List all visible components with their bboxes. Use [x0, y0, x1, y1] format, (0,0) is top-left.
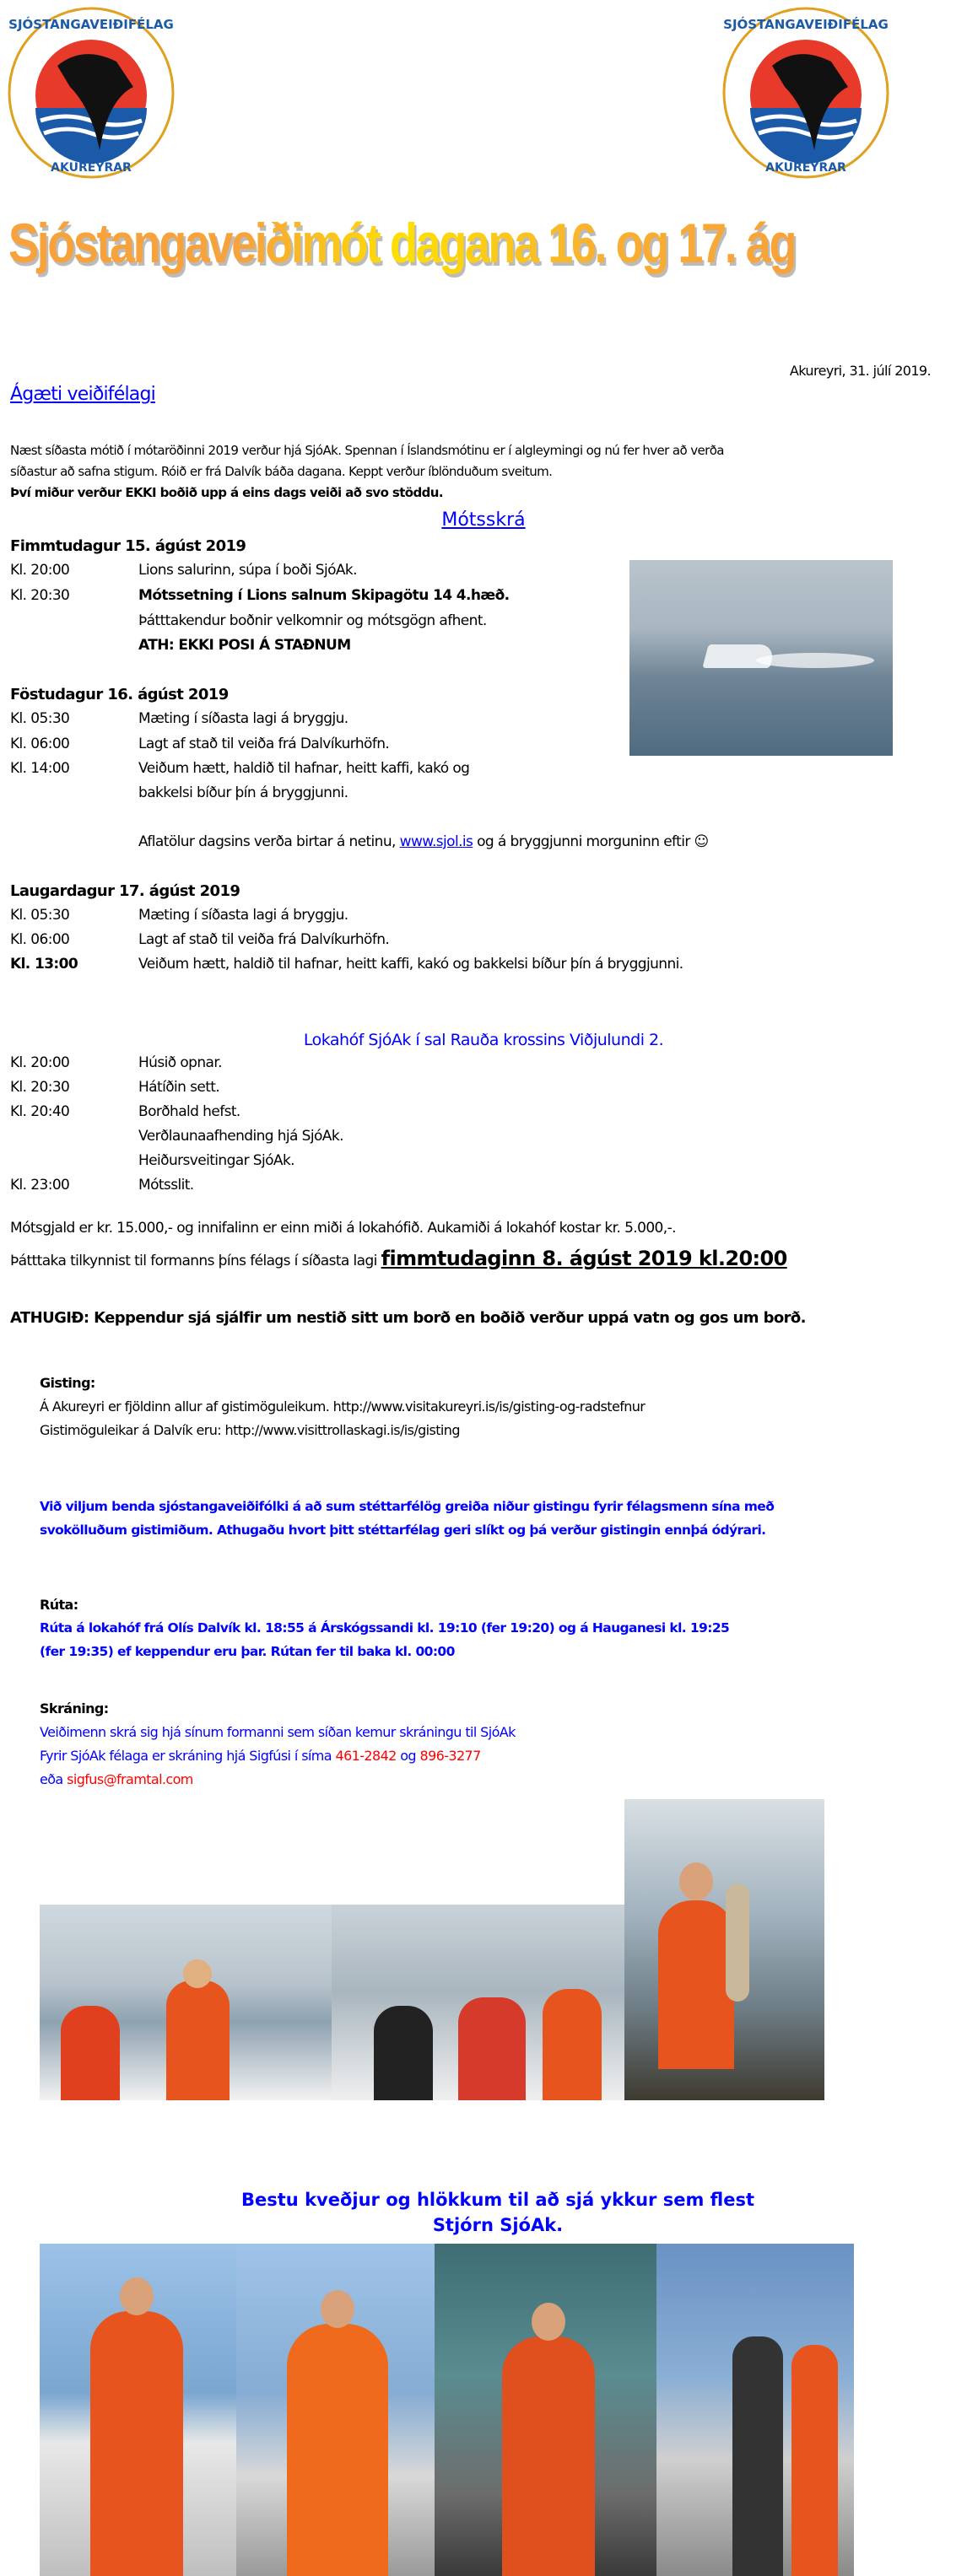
event: Borðhald hefst.: [138, 1103, 240, 1120]
event: Heiðursveitingar SjóAk.: [138, 1152, 294, 1169]
fishing-photo-3: [624, 1799, 824, 2100]
fishing-photo-4: [40, 2244, 236, 2576]
notice: ATHUGIÐ: Keppendur sjá sjálfir um nestið sitt um borð en boðið verður uppá vatn og gos um borð.: [10, 1309, 806, 1327]
lodging-line-2: Gistimöguleikar á Dalvík eru: http://www.visittrollaskagi.is/is/gisting: [40, 1422, 460, 1438]
time: Kl. 23:00: [10, 1177, 70, 1194]
time: Kl. 20:00: [10, 562, 70, 579]
day-heading-friday: Föstudagur 16. ágúst 2019: [10, 686, 229, 703]
time: Kl. 05:30: [10, 907, 70, 924]
event: Mæting í síðasta lagi á bryggju.: [138, 710, 348, 727]
event: Verðlaunaafhending hjá SjóAk.: [138, 1128, 343, 1145]
fishing-photo-6: [435, 2244, 656, 2576]
club-logo-left: [7, 7, 176, 180]
registration-line-1: Veiðimenn skrá sig hjá sínum formanni sem síðan kemur skráningu til SjóAk: [40, 1724, 516, 1740]
deadline-date: fimmtudaginn 8. ágúst 2019 kl.20:00: [381, 1247, 787, 1270]
event: Þátttakendur boðnir velkomnir og mótsgögn afhent.: [138, 612, 487, 629]
event: Lions salurinn, súpa í boði SjóAk.: [138, 562, 357, 579]
time: Kl. 14:00: [10, 760, 70, 777]
time: Kl. 06:00: [10, 736, 70, 752]
results-prefix: Aflatölur dagsins verða birtar á netinu,: [138, 833, 396, 850]
closing-signature: Stjórn SjóAk.: [432, 2215, 564, 2235]
union-line-1: Við viljum benda sjóstangaveiðifólki á að sum stéttarfélög greiða niður gistingu fyrir félagsmenn sína með: [40, 1499, 775, 1514]
svg-text:AKUREYRAR: AKUREYRAR: [765, 161, 846, 175]
event: Mótssetning í Lions salnum Skipagötu 14 4.hæð.: [138, 587, 510, 604]
time: Kl. 13:00: [10, 956, 78, 973]
intro-line-2: síðastur að safna stigum. Róið er frá Dalvík báða dagana. Keppt verður íblönduðum sveitum.: [10, 464, 553, 479]
registration-line-3: [40, 1771, 193, 1787]
event: Lagt af stað til veiða frá Dalvíkurhöfn.: [138, 931, 390, 948]
event: Mæting í síðasta lagi á bryggju.: [138, 907, 348, 924]
bus-heading: Rúta:: [40, 1597, 78, 1613]
registration-line-2: [40, 1748, 481, 1764]
registration-prefix: Fyrir SjóAk félaga er skráning hjá Sigfúsi í síma: [40, 1748, 332, 1764]
party-heading: Lokahóf SjóAk í sal Rauða krossins Viðjulundi 2.: [303, 1031, 664, 1049]
intro-bold: Því miður verður EKKI boðið upp á eins dags veiði að svo stöddu.: [10, 485, 443, 500]
svg-text:SJÓSTANGAVEIÐIFÉLAG: SJÓSTANGAVEIÐIFÉLAG: [723, 17, 889, 32]
day-heading-saturday: Laugardagur 17. ágúst 2019: [10, 882, 240, 900]
or-text: eða: [40, 1771, 63, 1787]
time: Kl. 05:30: [10, 710, 70, 727]
deadline-line: [10, 1247, 787, 1270]
event: ATH: EKKI POSI Á STAÐNUM: [138, 637, 351, 654]
boat-photo: [629, 560, 893, 756]
svg-text:AKUREYRAR: AKUREYRAR: [51, 161, 132, 175]
time: Kl. 20:00: [10, 1054, 70, 1071]
page-title: Sjóstangaveiðimót dagana 16. og 17. ágúst 2019: [8, 212, 962, 274]
email-address: sigfus@framtal.com: [67, 1771, 193, 1787]
fishing-photo-2: [332, 1905, 624, 2100]
club-logo-right: [721, 7, 890, 180]
phone-1: 461-2842: [335, 1748, 397, 1764]
event: Veiðum hætt, haldið til hafnar, heitt kaffi, kakó og: [138, 760, 470, 777]
fishing-photo-7: [656, 2244, 854, 2576]
event: Lagt af stað til veiða frá Dalvíkurhöfn.: [138, 736, 390, 752]
time: Kl. 20:30: [10, 1079, 70, 1096]
union-line-2: svokölluðum gistimiðum. Athugaðu hvort þitt stéttarfélag geri slíkt og þá verður gistingin ennþá ódýrari.: [40, 1522, 766, 1538]
schedule-heading: Mótsskrá: [441, 509, 526, 531]
fishing-photo-1: [40, 1905, 332, 2100]
day-heading-thursday: Fimmtudagur 15. ágúst 2019: [10, 537, 246, 555]
phone-2: 896-3277: [419, 1748, 481, 1764]
time: Kl. 20:30: [10, 587, 70, 604]
time: Kl. 20:40: [10, 1103, 70, 1120]
lodging-heading: Gisting:: [40, 1375, 95, 1391]
event: Mótsslit.: [138, 1177, 194, 1194]
time: Kl. 06:00: [10, 931, 70, 948]
fee-text: Mótsgjald er kr. 15.000,- og innifalinn er einn miði á lokahófið. Aukamiði á lokahóf kostar kr. 5.000,-.: [10, 1220, 676, 1237]
fishing-photo-5: [236, 2244, 435, 2576]
results-note: [138, 833, 709, 850]
svg-text:SJÓSTANGAVEIÐIFÉLAG: SJÓSTANGAVEIÐIFÉLAG: [8, 17, 174, 32]
intro-line-1: Næst síðasta mótið í mótaröðinni 2019 verður hjá SjóAk. Spennan í Íslandsmótinu er í algleymingi og nú fer hver að verða: [10, 443, 724, 458]
event: bakkelsi bíður þín á bryggjunni.: [138, 784, 348, 801]
event: Veiðum hætt, haldið til hafnar, heitt kaffi, kakó og bakkelsi bíður þín á bryggjunni.: [138, 956, 683, 973]
deadline-prefix: Þátttaka tilkynnist til formanns þíns félags í síðasta lagi: [10, 1253, 377, 1269]
sjol-link[interactable]: www.sjol.is: [399, 833, 473, 850]
letter-date: Akureyri, 31. júlí 2019.: [789, 363, 931, 379]
registration-heading: Skráning:: [40, 1700, 109, 1716]
bus-line-1: Rúta á lokahóf frá Olís Dalvík kl. 18:55 á Árskógssandi kl. 19:10 (fer 19:20) og á Hauganesi kl. 19:25: [40, 1620, 730, 1636]
greeting-heading: Ágæti veiðifélagi: [10, 384, 155, 405]
event: Húsið opnar.: [138, 1054, 222, 1071]
closing-line-1: Bestu kveðjur og hlökkum til að sjá ykkur sem flest: [241, 2190, 754, 2210]
event: Hátíðin sett.: [138, 1079, 220, 1096]
bus-line-2: (fer 19:35) ef keppendur eru þar. Rútan fer til baka kl. 00:00: [40, 1644, 455, 1659]
lodging-line-1: Á Akureyri er fjöldinn allur af gistimöguleikum. http://www.visitakureyri.is/is/gisting-og-radstefnur: [40, 1398, 646, 1415]
results-suffix: og á bryggjunni morguninn eftir ☺: [477, 833, 709, 850]
and-text: og: [400, 1748, 416, 1764]
